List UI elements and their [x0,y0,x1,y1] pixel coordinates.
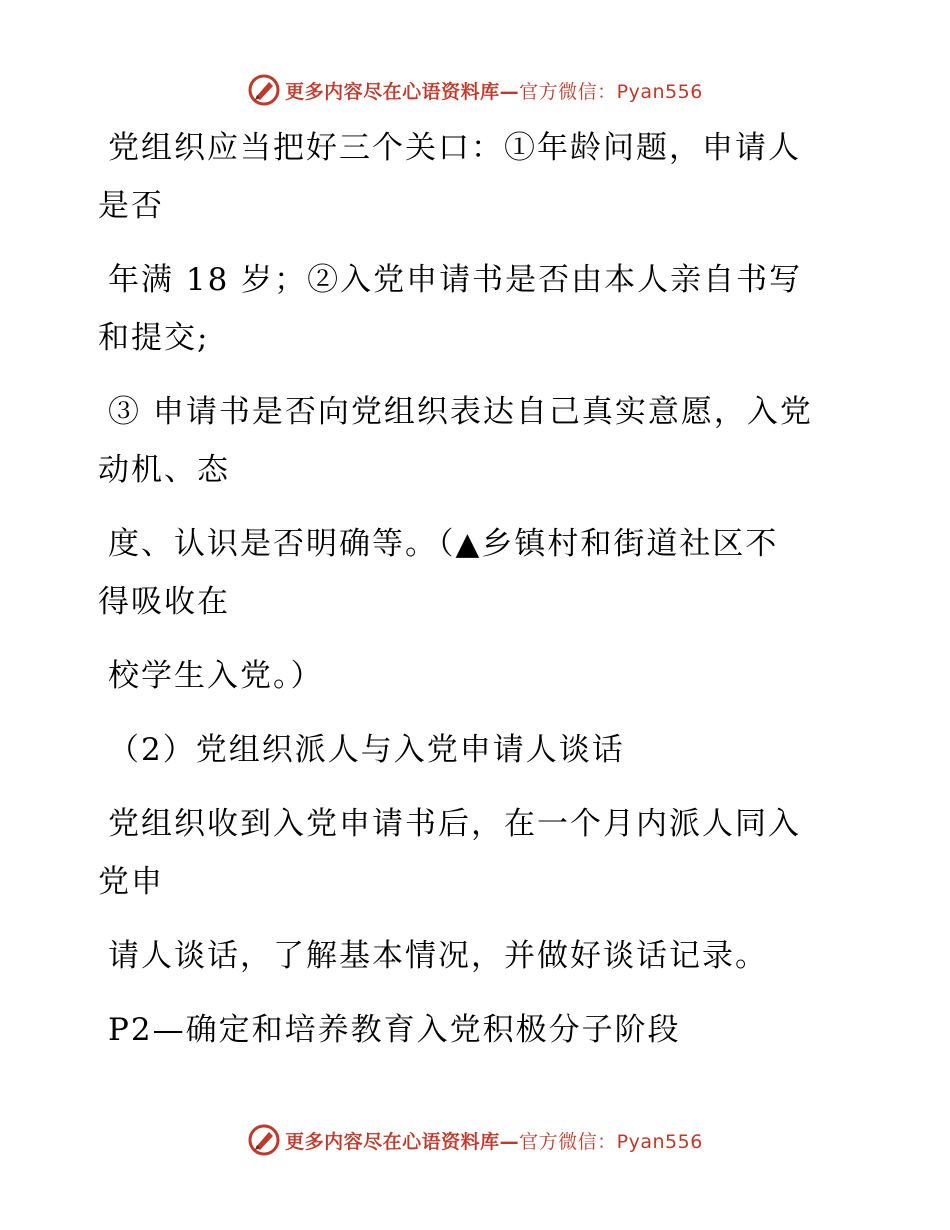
text-line: 动机、态 [98,452,230,488]
banner-text: 更多内容尽在心语资料库—官方微信：Pyan556 [285,80,703,103]
text-line: 是否 [98,188,164,224]
section-heading: （2）党组织派人与入党申请人谈话 [108,732,625,768]
pen-logo-icon [247,1123,281,1157]
text-line: ③ 申请书是否向党组织表达自己真实意愿，入党 [108,394,813,430]
footer-banner [0,1120,950,1160]
section-heading: P2—确定和培养教育入党积极分子阶段 [108,1012,681,1048]
text-line: 请人谈话，了解基本情况，并做好谈话记录。 [108,938,768,974]
banner-text: 更多内容尽在心语资料库—官方微信：Pyan556 [285,1130,703,1153]
text-line: 党组织应当把好三个关口：①年龄问题，申请人 [108,130,801,166]
text-line: 年满 18 岁；②入党申请书是否由本人亲自书写 [108,262,803,298]
text-line: 校学生入党。） [108,658,324,694]
text-line: 得吸收在 [98,584,230,620]
text-line: 和提交; [98,320,210,356]
text-line: 度、认识是否明确等。（▲乡镇村和街道社区不 [108,526,779,562]
text-line: 党组织收到入党申请书后，在一个月内派人同入 [108,806,801,842]
text-line: 党申 [98,864,164,900]
